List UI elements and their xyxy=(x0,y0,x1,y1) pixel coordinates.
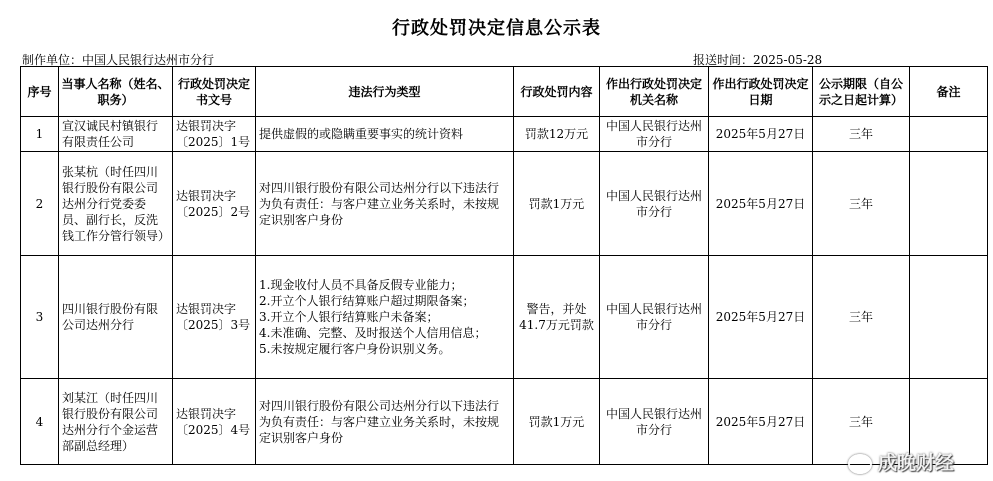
col-header-date: 作出行政处罚决定日期 xyxy=(709,67,813,117)
cell-violation: 对四川银行股份有限公司达州分行以下违法行为负有责任：与客户建立业务关系时，未按规定识别客户身份 xyxy=(256,379,514,465)
cell-period: 三年 xyxy=(813,117,910,152)
table-row xyxy=(21,117,988,152)
cell-authority: 中国人民银行达州市分行 xyxy=(600,152,709,256)
cell-no: 4 xyxy=(21,379,59,465)
cell-violation: 对四川银行股份有限公司达州分行以下违法行为负有责任：与客户建立业务关系时，未按规定识别客户身份 xyxy=(256,152,514,256)
col-header-doc-no: 行政处罚决定书文号 xyxy=(173,67,256,117)
cell-authority: 中国人民银行达州市分行 xyxy=(600,117,709,152)
col-header-authority: 作出行政处罚决定机关名称 xyxy=(600,67,709,117)
table-row xyxy=(21,256,988,379)
cell-violation-list xyxy=(256,256,514,379)
cell-no: 2 xyxy=(21,152,59,256)
cell-note xyxy=(910,256,988,379)
col-header-note: 备注 xyxy=(910,67,988,117)
violation-item: 1.现金收付人员不具备反假专业能力； xyxy=(259,278,463,292)
submission-time: 报送时间：2025-05-28 xyxy=(693,53,823,67)
cell-doc-no: 达银罚决字〔2025〕4号 xyxy=(173,379,256,465)
violation-item: 5.未按规定履行客户身份识别义务。 xyxy=(259,342,451,356)
cell-party: 宣汉诚民村镇银行有限责任公司 xyxy=(59,117,173,152)
violation-item: 4.未准确、完整、及时报送个人信用信息； xyxy=(259,326,487,340)
cell-penalty: 罚款12万元 xyxy=(514,117,600,152)
col-header-period: 公示期限（自公示之日起计算） xyxy=(813,67,910,117)
cell-period: 三年 xyxy=(813,379,910,465)
violation-item: 3.开立个人银行结算账户未备案； xyxy=(259,310,439,324)
header-row xyxy=(21,67,988,117)
cell-date: 2025年5月27日 xyxy=(709,379,813,465)
col-header-penalty: 行政处罚内容 xyxy=(514,67,600,117)
cell-party: 四川银行股份有限公司达州分行 xyxy=(59,256,173,379)
cell-violation: 提供虚假的或隐瞒重要事实的统计资料 xyxy=(256,117,514,152)
cell-period: 三年 xyxy=(813,256,910,379)
col-header-party: 当事人名称（姓名、职务） xyxy=(59,67,173,117)
cell-doc-no: 达银罚决字〔2025〕2号 xyxy=(173,152,256,256)
violation-item: 2.开立个人银行结算账户超过期限备案； xyxy=(259,294,475,308)
penalty-table xyxy=(20,66,988,465)
cell-note xyxy=(910,117,988,152)
cell-note xyxy=(910,152,988,256)
col-header-no: 序号 xyxy=(21,67,59,117)
table-row xyxy=(21,152,988,256)
weibo-logo-icon xyxy=(848,454,872,474)
cell-no: 1 xyxy=(21,117,59,152)
cell-penalty: 罚款1万元 xyxy=(514,379,600,465)
issuing-unit: 制作单位：中国人民银行达州市分行 xyxy=(22,53,215,67)
table-row xyxy=(21,379,988,465)
cell-party: 张某杭（时任四川银行股份有限公司达州分行党委委员、副行长，反洗钱工作分管行领导） xyxy=(59,152,173,256)
watermark xyxy=(848,448,954,475)
page-title: 行政处罚决定信息公示表 xyxy=(392,18,601,39)
cell-penalty: 罚款1万元 xyxy=(514,152,600,256)
cell-doc-no: 达银罚决字〔2025〕3号 xyxy=(173,256,256,379)
cell-period: 三年 xyxy=(813,152,910,256)
cell-no: 3 xyxy=(21,256,59,379)
cell-date: 2025年5月27日 xyxy=(709,117,813,152)
cell-authority: 中国人民银行达州市分行 xyxy=(600,379,709,465)
cell-doc-no: 达银罚决字〔2025〕1号 xyxy=(173,117,256,152)
cell-date: 2025年5月27日 xyxy=(709,256,813,379)
cell-authority: 中国人民银行达州市分行 xyxy=(600,256,709,379)
cell-party: 刘某江（时任四川银行股份有限公司达州分行个金运营部副总经理） xyxy=(59,379,173,465)
cell-date: 2025年5月27日 xyxy=(709,152,813,256)
cell-penalty: 警告，并处41.7万元罚款 xyxy=(514,256,600,379)
watermark-text: 成晚财经 xyxy=(878,452,955,474)
col-header-violation: 违法行为类型 xyxy=(256,67,514,117)
